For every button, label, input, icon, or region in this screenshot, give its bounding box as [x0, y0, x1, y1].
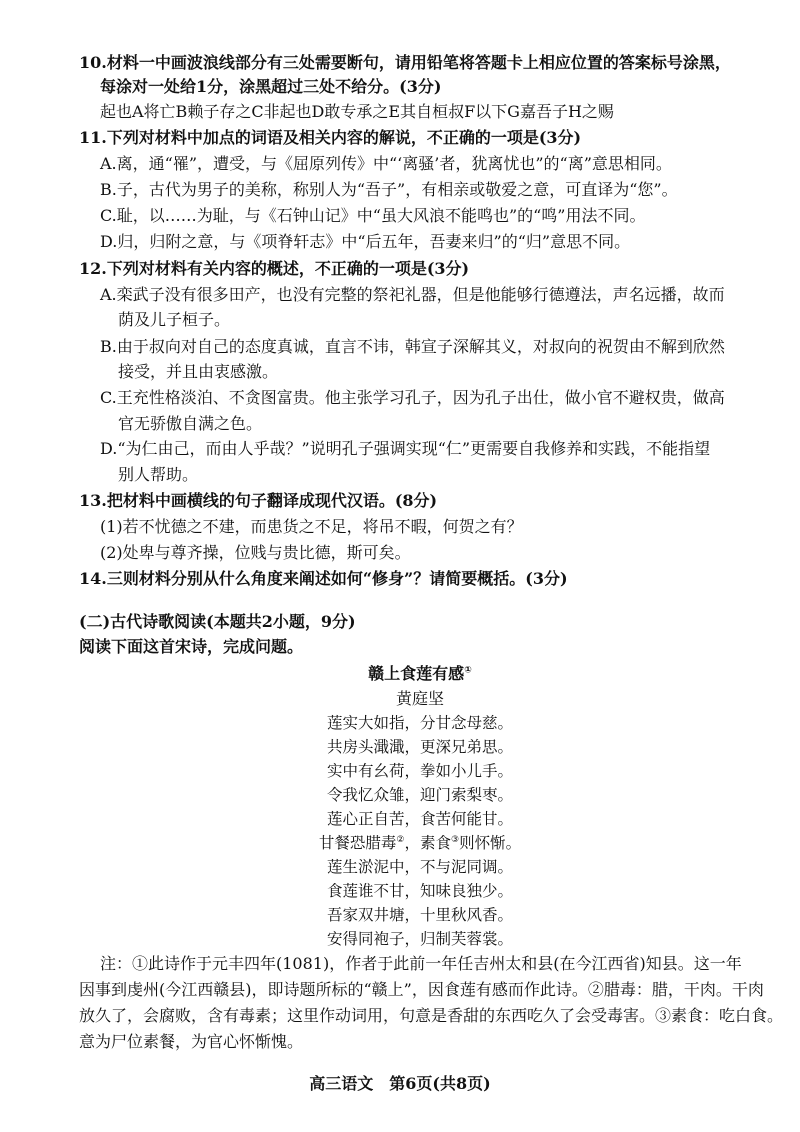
- q11-option-a: A.离，通“罹”，遭受，与《屈原列传》中“‘离骚’者，犹离忧也”的“离”意思相同。: [100, 154, 672, 173]
- notes-line4: 意为尸位素餐，为官心怀惭愧。: [79, 1032, 304, 1051]
- poem-title-note-marker: ①: [464, 665, 472, 676]
- poem-line: 实中有幺荷，拳如小儿手。: [326, 762, 513, 780]
- poem-line6-part2: ，素食: [404, 834, 451, 852]
- poem-line: 莲心正自苦，食苦何能甘。: [326, 810, 513, 828]
- poem-title-text: 赣上食莲有感: [368, 664, 465, 683]
- poem-line6-part1: 甘餐恐腊毒: [318, 834, 397, 852]
- q11-option-c: C.耻，以……为耻，与《石钟山记》中“虽大风浪不能鸣也”的“鸣”用法不同。: [100, 206, 646, 225]
- poem-title: [300, 663, 540, 685]
- poem-line: 莲实大如指，分甘念母慈。: [326, 714, 513, 732]
- poem-line: 吾家双井塘，十里秋风香。: [326, 906, 513, 924]
- q13-stem: 13.把材料中画横线的句子翻译成现代汉语。(8分): [79, 491, 438, 510]
- page-footer: 高三语文 第6页(共8页): [309, 1074, 491, 1093]
- q11-stem: 11.下列对材料中加点的词语及相关内容的解说，不正确的一项是(3分): [79, 128, 582, 147]
- q12-option-a-line1: A.栾武子没有很多田产，也没有完整的祭祀礼器，但是他能够行德遵法，声名远播，故而: [100, 285, 725, 304]
- q12-option-d-line2: 别人帮助。: [118, 465, 199, 484]
- q13-sentence-1: (1)若不忧德之不建，而患货之不足，将吊不暇，何贺之有？: [100, 517, 523, 536]
- poem-author: 黄庭坚: [395, 689, 444, 708]
- q12-option-a-line2: 荫及儿子桓子。: [118, 310, 231, 329]
- q12-stem: 12.下列对材料有关内容的概述，不正确的一项是(3分): [79, 259, 470, 278]
- poem-line: 食莲谁不甘，知味良独少。: [326, 882, 513, 900]
- note-marker-2: ②: [396, 834, 405, 845]
- q13-sentence-2: (2)处卑与尊齐操，位贱与贵比德，斯可矣。: [100, 543, 411, 562]
- q10-passage: 起也A将亡B赖子存之C非起也D敢专承之E其自桓叔F以下G嘉吾子H之赐: [100, 102, 614, 121]
- notes-line2: 因事到虔州(今江西赣县)，即诗题所标的“赣上”，因食莲有感而作此诗。②腊毒：腊，干肉。干肉: [79, 980, 764, 999]
- notes-line1: 注：①此诗作于元丰四年(1081)，作者于此前一年任吉州太和县(在今江西省)知县。这一年: [100, 954, 742, 973]
- q12-option-b-line1: B.由于叔向对自己的态度真诚，直言不讳，韩宣子深解其义，对叔向的祝贺由不解到欣然: [100, 337, 725, 356]
- q12-option-c-line2: 官无骄傲自满之色。: [118, 414, 263, 433]
- poem-line: 令我忆众雏，迎门索梨枣。: [326, 786, 513, 804]
- q10-stem-line2: 每涂对一处给1分，涂黑超过三处不给分。(3分): [100, 77, 442, 96]
- section2-intro: 阅读下面这首宋诗，完成问题。: [79, 637, 304, 656]
- poem-line: 安得同袍子，归制芙蓉裳。: [326, 930, 513, 948]
- q14-stem: 14.三则材料分别从什么角度来阐述如何“修身”？请简要概括。(3分): [79, 569, 568, 588]
- poem-line6-part3: 则怀惭。: [459, 834, 522, 852]
- q10-stem-line1: 10.材料一中画波浪线部分有三处需要断句，请用铅笔将答题卡上相应位置的答案标号涂黑，: [79, 53, 731, 72]
- q11-option-d: D.归，归附之意，与《项脊轩志》中“后五年，吾妻来归”的“归”意思不同。: [100, 232, 631, 251]
- poem-line: 共房头濈濈，更深兄弟思。: [326, 738, 513, 756]
- poem-line-6: [300, 832, 540, 854]
- note-marker-3: ③: [451, 834, 460, 845]
- q11-option-b: B.子，古代为男子的美称，称别人为“吾子”，有相亲或敬爱之意，可直译为“您”。: [100, 180, 678, 199]
- q12-option-c-line1: C.王充性格淡泊、不贪图富贵。他主张学习孔子，因为孔子出仕，做小官不避权贵，做高: [100, 388, 725, 407]
- q12-option-d-line1: D.“为仁由己，而由人乎哉？”说明孔子强调实现“仁”更需要自我修养和实践，不能指望: [100, 439, 711, 458]
- section2-heading: (二)古代诗歌阅读(本题共2小题，9分): [79, 612, 356, 631]
- poem-line: 莲生淤泥中，不与泥同调。: [326, 858, 513, 876]
- notes-line3: 放久了，会腐败，含有毒素；这里作动词用，句意是香甜的东西吃久了会受毒害。③素食：吃白食。: [79, 1006, 784, 1025]
- q12-option-b-line2: 接受，并且由衷感激。: [118, 362, 279, 381]
